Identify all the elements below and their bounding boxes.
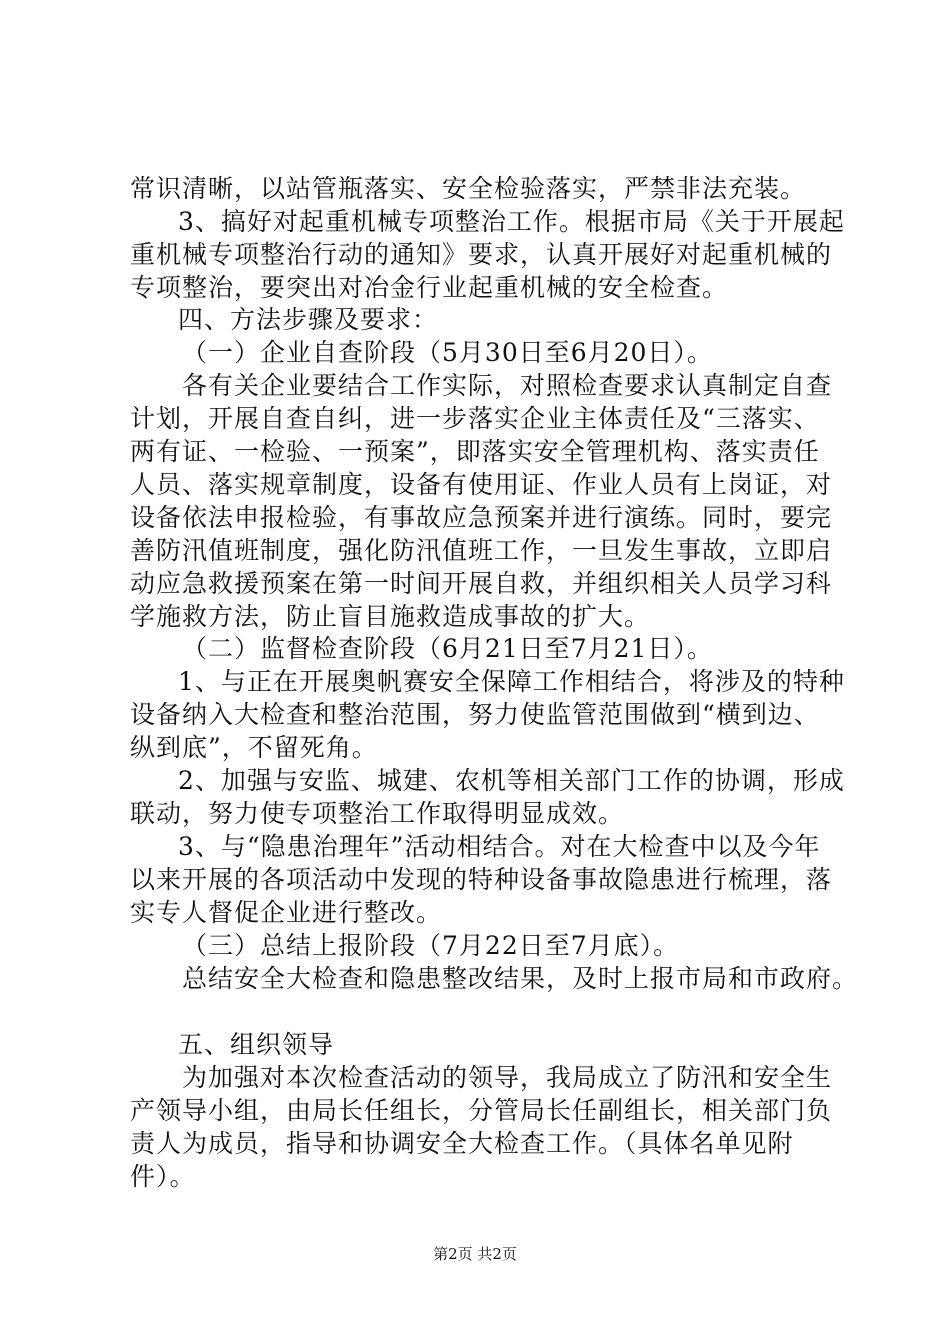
text-line-1: 常识清晰，以站管瓶落实、安全检验落实，严禁非法充装。	[130, 174, 807, 203]
text-line-21: 3、与“隐患治理年”活动相结合。对在大检查中以及今年	[178, 832, 821, 861]
subsection-heading-2: （二）监督检查阶段（6月21日至7月21日）。	[182, 634, 713, 663]
subsection-heading-3: （三）总结上报阶段（7月22日至7月底）。	[182, 931, 680, 960]
text-line-20: 联动，努力使专项整治工作取得明显成效。	[130, 799, 625, 828]
text-line-11: 设备依法申报检验，有事故应急预案并进行演练。同时，要完	[130, 503, 833, 532]
text-line-13: 动应急救援预案在第一时间开展自救，并组织相关人员学习科	[130, 569, 833, 598]
text-line-14: 学施救方法，防止盲目施救造成事故的扩大。	[130, 602, 651, 631]
section-heading-5: 五、组织领导	[178, 1030, 335, 1059]
text-line-8: 计划，开展自查自纠，进一步落实企业主体责任及“三落实、	[130, 404, 820, 433]
text-line-28: 产领导小组，由局长任组长，分管局长任副组长，相关部门负	[130, 1096, 833, 1125]
text-line-17: 设备纳入大检查和整治范围，努力使监管范围做到“横到边、	[130, 700, 820, 729]
text-line-29: 责人为成员，指导和协调安全大检查工作。（具体名单见附	[130, 1129, 794, 1158]
text-line-3: 重机械专项整治行动的通知》要求，认真开展好对起重机械的	[130, 240, 833, 269]
text-line-25: 总结安全大检查和隐患整改结果，及时上报市局和市政府。	[182, 964, 859, 993]
text-line-4: 专项整治，要突出对冶金行业起重机械的安全检查。	[130, 273, 729, 302]
text-line-2: 3、搞好对起重机械专项整治工作。根据市局《关于开展起	[178, 207, 845, 236]
page-number: 第2页 共2页	[433, 1245, 517, 1263]
text-line-27: 为加强对本次检查活动的领导，我局成立了防汛和安全生	[182, 1063, 833, 1092]
text-line-7: 各有关企业要结合工作实际，对照检查要求认真制定自查	[182, 371, 833, 400]
subsection-heading-1: （一）企业自查阶段（5月30日至6月20日）。	[182, 338, 713, 367]
text-line-19: 2、加强与安监、城建、农机等相关部门工作的协调，形成	[178, 766, 845, 795]
text-line-12: 善防汛值班制度，强化防汛值班工作，一旦发生事故，立即启	[130, 536, 833, 565]
text-line-16: 1、与正在开展奥帆赛安全保障工作相结合，将涉及的特种	[178, 667, 845, 696]
text-line-30: 件）。	[130, 1162, 196, 1191]
text-line-10: 人员、落实规章制度，设备有使用证、作业人员有上岗证，对	[130, 470, 833, 499]
text-line-23: 实专人督促企业进行整改。	[130, 898, 443, 927]
section-heading-4: 四、方法步骤及要求：	[178, 305, 439, 334]
text-line-22: 以来开展的各项活动中发现的特种设备事故隐患进行梳理，落	[130, 865, 833, 894]
text-line-18: 纵到底”，不留死角。	[130, 733, 378, 762]
text-line-9: 两有证、一检验、一预案”，即落实安全管理机构、落实责任	[130, 437, 820, 466]
